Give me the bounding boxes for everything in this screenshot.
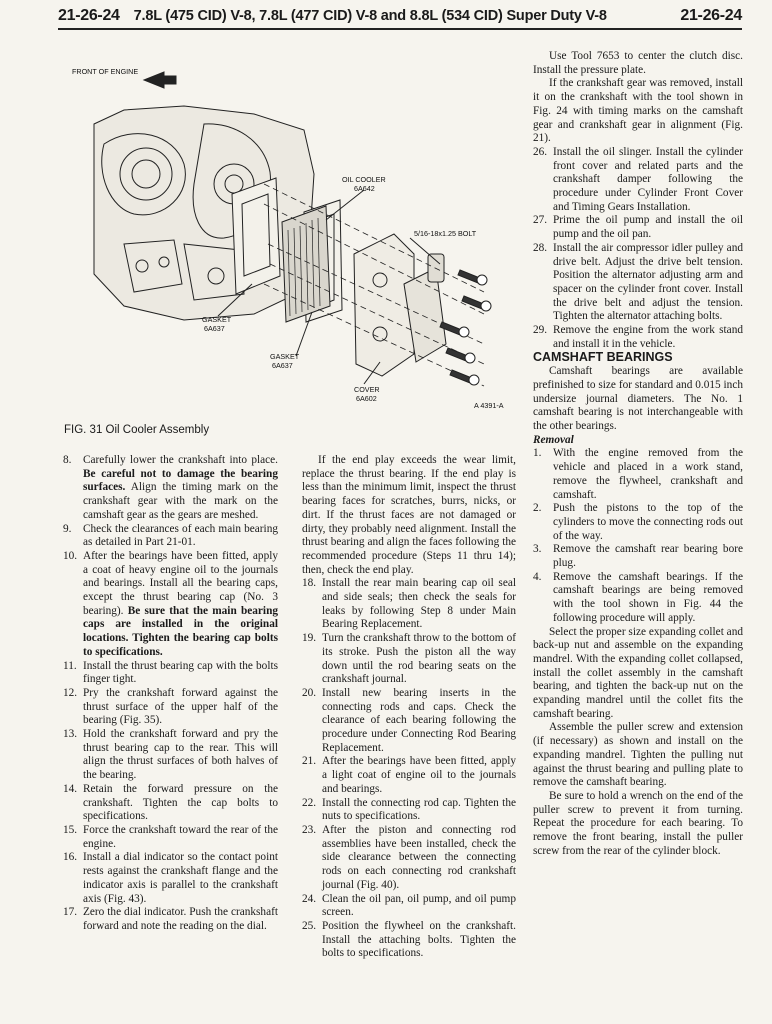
column-left [63, 454, 278, 934]
removal-step-4: 4. Remove the camshaft bearings. If the camshaft bearings are being removed with the tool shown in Fig. 44 the following procedure will apply. [533, 570, 743, 624]
removal-step-2: 2. Push the pistons to the top of the cylinders to move the connecting rods out of the way. [533, 502, 743, 542]
availability-paragraph: Camshaft bearings are available prefinished to size for standard and 0.015 inch undersize journal diameters. The No. 1 camshaft bearing is not interchangeable with the other bearings. [533, 365, 743, 432]
page-number-left: 21-26-24 [58, 7, 120, 24]
step-14: 14. Retain the forward pressure on the crankshaft. Tighten the cap bolts to specifications. [63, 782, 278, 823]
oil-cooler-part-label: 6A642 [354, 184, 375, 193]
removal-step-3: 3. Remove the camshaft rear bearing bore plug. [533, 543, 743, 570]
oil-cooler-label: OIL COOLER [342, 175, 386, 184]
page-header [58, 4, 742, 30]
step-29: 29. Remove the engine from the work stand and install it in the vehicle. [533, 324, 743, 350]
gasket-part-label-1: 6A637 [204, 324, 225, 333]
step-19: 19. Turn the crankshaft throw to the bottom of its stroke. Push the piston all the way down until the rod bearing seats on the crankshaft journal. [302, 632, 516, 686]
step-15: 15. Force the crankshaft toward the rear of the engine. [63, 823, 278, 850]
gear-paragraph: If the crankshaft gear was removed, install it on the crankshaft with the tool shown in Fig. 24 with timing marks on the camshaft gear and crankshaft gear in alignment (Fig. 21). [533, 77, 743, 145]
step-13: 13. Hold the crankshaft forward and pry the thrust bearing cap to the rear. This will align the thrust surfaces of both halves of the bearing. [63, 728, 278, 782]
tool-paragraph: Use Tool 7653 to center the clutch disc. Install the pressure plate. [533, 50, 743, 76]
gasket-label-1: GASKET [202, 315, 232, 324]
step-18: 18. Install the rear main bearing cap oil seal and side seals; then check the seals for leaks by following Step 8 under Main Bearing Replacement. [302, 577, 516, 631]
step-25: 25. Position the flywheel on the crankshaft. Install the attaching bolts. Tighten the bolts to specifications. [302, 919, 516, 960]
cover-label: COVER [354, 385, 380, 394]
step-9: 9. Check the clearances of each main bearing as detailed in Part 21-01. [63, 522, 278, 549]
puller-paragraph: Assemble the puller screw and extension (if necessary) as shown and install on the expanding mandrel. Tighten the pulling nut against the thrust bearing and pulling plate to remove the camshaft bearing. [533, 721, 743, 789]
section-heading-camshaft-bearings: CAMSHAFT BEARINGS [533, 350, 673, 365]
bolt-label: 5/16-18x1.25 BOLT [414, 229, 477, 238]
page-title: 7.8L (475 CID) V-8, 7.8L (477 CID) V-8 and 8.8L (534 CID) Super Duty V-8 [133, 8, 607, 24]
collet-paragraph: Select the proper size expanding collet and back-up nut and assemble on the expanding mandrel. With the expanding collet collapsed, install the collet assembly in the camshaft bearing, and tighten the back-up nut on the expanding mandrel until the collet fits the camshaft bearing. [533, 625, 743, 720]
end-play-paragraph: If the end play exceeds the wear limit, replace the thrust bearing. If the end play is less than the minimum limit, inspect the thrust bearing faces for scratches, burrs, nicks, or dirt. If the thrust faces are not damaged or dirty, they probably need alignment. Install the thrust bearing and align the faces following the recommended procedure (Steps 11 thru 14); then, check the end play. [302, 454, 516, 576]
cover-part-label: 6A602 [356, 394, 377, 403]
figure-ref-code: A 4391-A [474, 401, 504, 410]
removal-subheading: Removal [533, 433, 574, 446]
step-26: 26. Install the oil slinger. Install the cylinder front cover and related parts and the crankshaft damper following the procedure under Cylinder Front Cover and Timing Gears Installation. [533, 145, 743, 213]
figure-caption: FIG. 31 Oil Cooler Assembly [64, 424, 210, 436]
wrench-paragraph: Be sure to hold a wrench on the end of the puller screw to prevent it from turning. Repeat the procedure for each bearing. To remove the front bearing, install the puller screw from the rear of the cylinder block. [533, 789, 743, 857]
step-24: 24. Clean the oil pan, oil pump, and oil pump screen. [302, 892, 516, 919]
removal-step-1: 1. With the engine removed from the vehicle and placed in a work stand, remove the flywheel, crankshaft and camshaft. [533, 447, 743, 501]
step-21: 21. After the bearings have been fitted, apply a light coat of engine oil to the journals and bearings. [302, 755, 516, 795]
front-of-engine-label: FRONT OF ENGINE [72, 67, 139, 76]
step-17: 17. Zero the dial indicator. Push the crankshaft forward and note the reading on the dial. [63, 906, 278, 932]
step-12: 12. Pry the crankshaft forward against the thrust surface of the upper half of the bearing (Fig. 35). [63, 686, 278, 727]
step-20: 20. Install new bearing inserts in the connecting rods and caps. Check the clearance of each bearing following the procedure under Connecting Rod Bearing Replacement. [302, 686, 516, 754]
step-22: 22. Install the connecting rod cap. Tighten the nuts to specifications. [302, 796, 516, 823]
step-23: 23. After the piston and connecting rod assemblies have been installed, check the side clearance between the connecting rods on each connecting rod crankshaft journal (Fig. 40). [302, 823, 516, 891]
step-28: 28. Install the air compressor idler pulley and drive belt. Adjust the drive belt tension. Position the alternator adjusting arm and spacer on the cylinder front cover. Install the drive belt and adjust the tension. Tighten the alternator attaching bolts. [533, 241, 743, 323]
gasket-part-label-2: 6A637 [272, 361, 293, 370]
step-10: 10. After the bearings have been fitted, apply a coat of heavy engine oil to the journals and bearings. Install all the bearing caps, except the thrust bearing cap (No. 3 bearing). Be sure that the main bearing caps are installed in the original locations. Tighten the bearing cap bolts to specifications. [63, 549, 278, 658]
step-11: 11. Install the thrust bearing cap with the bolts finger tight. [63, 659, 278, 686]
gasket-label-2: GASKET [270, 352, 300, 361]
column-right [533, 50, 743, 858]
page-number-right: 21-26-24 [680, 7, 742, 24]
step-8: 8. Carefully lower the crankshaft into place. Be careful not to damage the bearing surfaces. Align the timing mark on the crankshaft gear with the mark on the camshaft gear as the gears are meshed. [63, 454, 279, 521]
step-27: 27. Prime the oil pump and install the oil pump and the oil pan. [533, 214, 743, 241]
step-16: 16. Install a dial indicator so the contact point rests against the crankshaft flange and the indicator axis is parallel to the crankshaft axis (Fig. 43). [63, 851, 278, 905]
column-middle [302, 454, 516, 961]
oil-cooler-illustration [64, 44, 520, 420]
